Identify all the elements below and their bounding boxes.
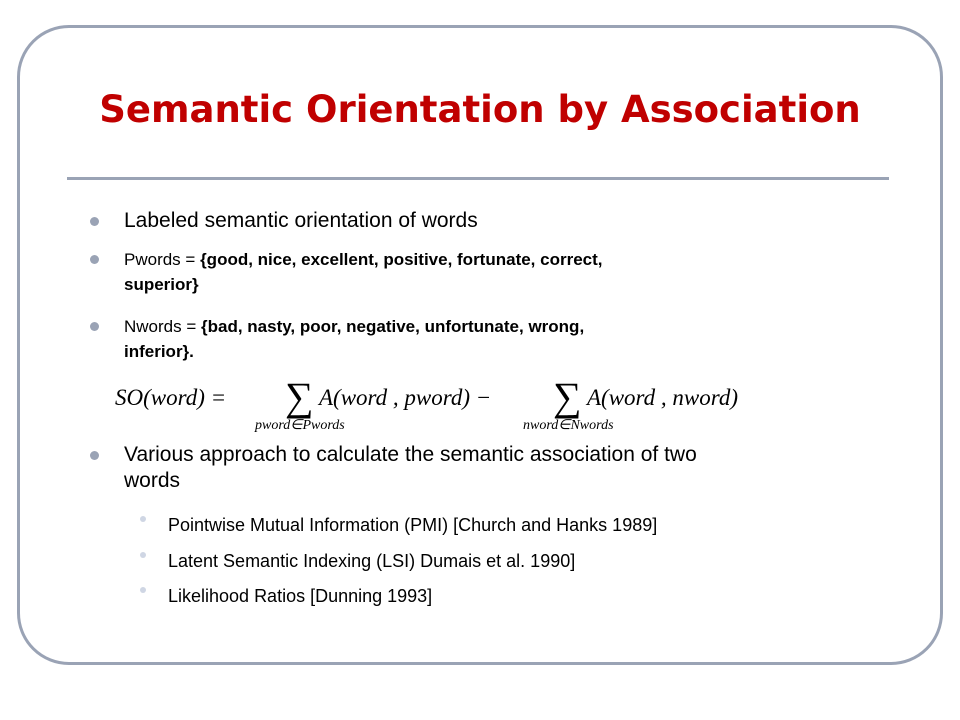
bullet-text: Labeled semantic orientation of words (124, 209, 478, 232)
formula-subscript-2: nword∈Nwords (523, 418, 614, 433)
subbullet-likelihood (168, 584, 432, 608)
bullet-pwords (124, 247, 603, 297)
bullet-various-approach (124, 442, 697, 494)
subbullet-text: Pointwise Mutual Information (PMI) [Church and Hanks 1989] (168, 515, 658, 535)
nwords-label: Nwords = (124, 317, 201, 336)
subbullet-dot (140, 516, 146, 522)
pwords-set-line1: {good, nice, excellent, positive, fortunate, correct, (200, 250, 603, 269)
bullet-dot (90, 322, 99, 331)
pwords-label: Pwords = (124, 250, 201, 269)
subbullet-dot (140, 552, 146, 558)
subbullet-dot (140, 587, 146, 593)
subbullet-text: Likelihood Ratios [Dunning 1993] (168, 586, 433, 606)
bullet-text-line1: Various approach to calculate the semantic association of two (124, 443, 697, 466)
pwords-set-line2: superior} (124, 275, 199, 294)
slide-title: Semantic Orientation by Association (99, 88, 861, 131)
nwords-set-line2: inferior}. (124, 342, 194, 361)
nwords-set-line1: {bad, nasty, poor, negative, unfortunate, wrong, (201, 317, 585, 336)
formula-sum-1: ∑ (285, 374, 314, 419)
so-formula (115, 372, 775, 442)
formula-term-2: A(word , nword) (587, 385, 738, 410)
subbullet-text: Latent Semantic Indexing (LSI) Dumais et al. 1990] (168, 551, 576, 571)
bullet-dot (90, 451, 99, 460)
formula-sum-2: ∑ (553, 374, 582, 419)
bullet-dot (90, 255, 99, 264)
title-divider (67, 177, 889, 180)
formula-lhs: SO(word) = (115, 385, 227, 410)
subbullet-pmi (168, 513, 657, 537)
bullet-text-line2: words (124, 469, 181, 492)
bullet-nwords (124, 314, 584, 364)
subbullet-lsi (168, 549, 575, 573)
formula-subscript-1: pword∈Pwords (255, 418, 345, 433)
bullet-dot (90, 217, 99, 226)
formula-term-1: A(word , pword) − (319, 385, 492, 410)
bullet-labeled-orientation (124, 208, 478, 234)
